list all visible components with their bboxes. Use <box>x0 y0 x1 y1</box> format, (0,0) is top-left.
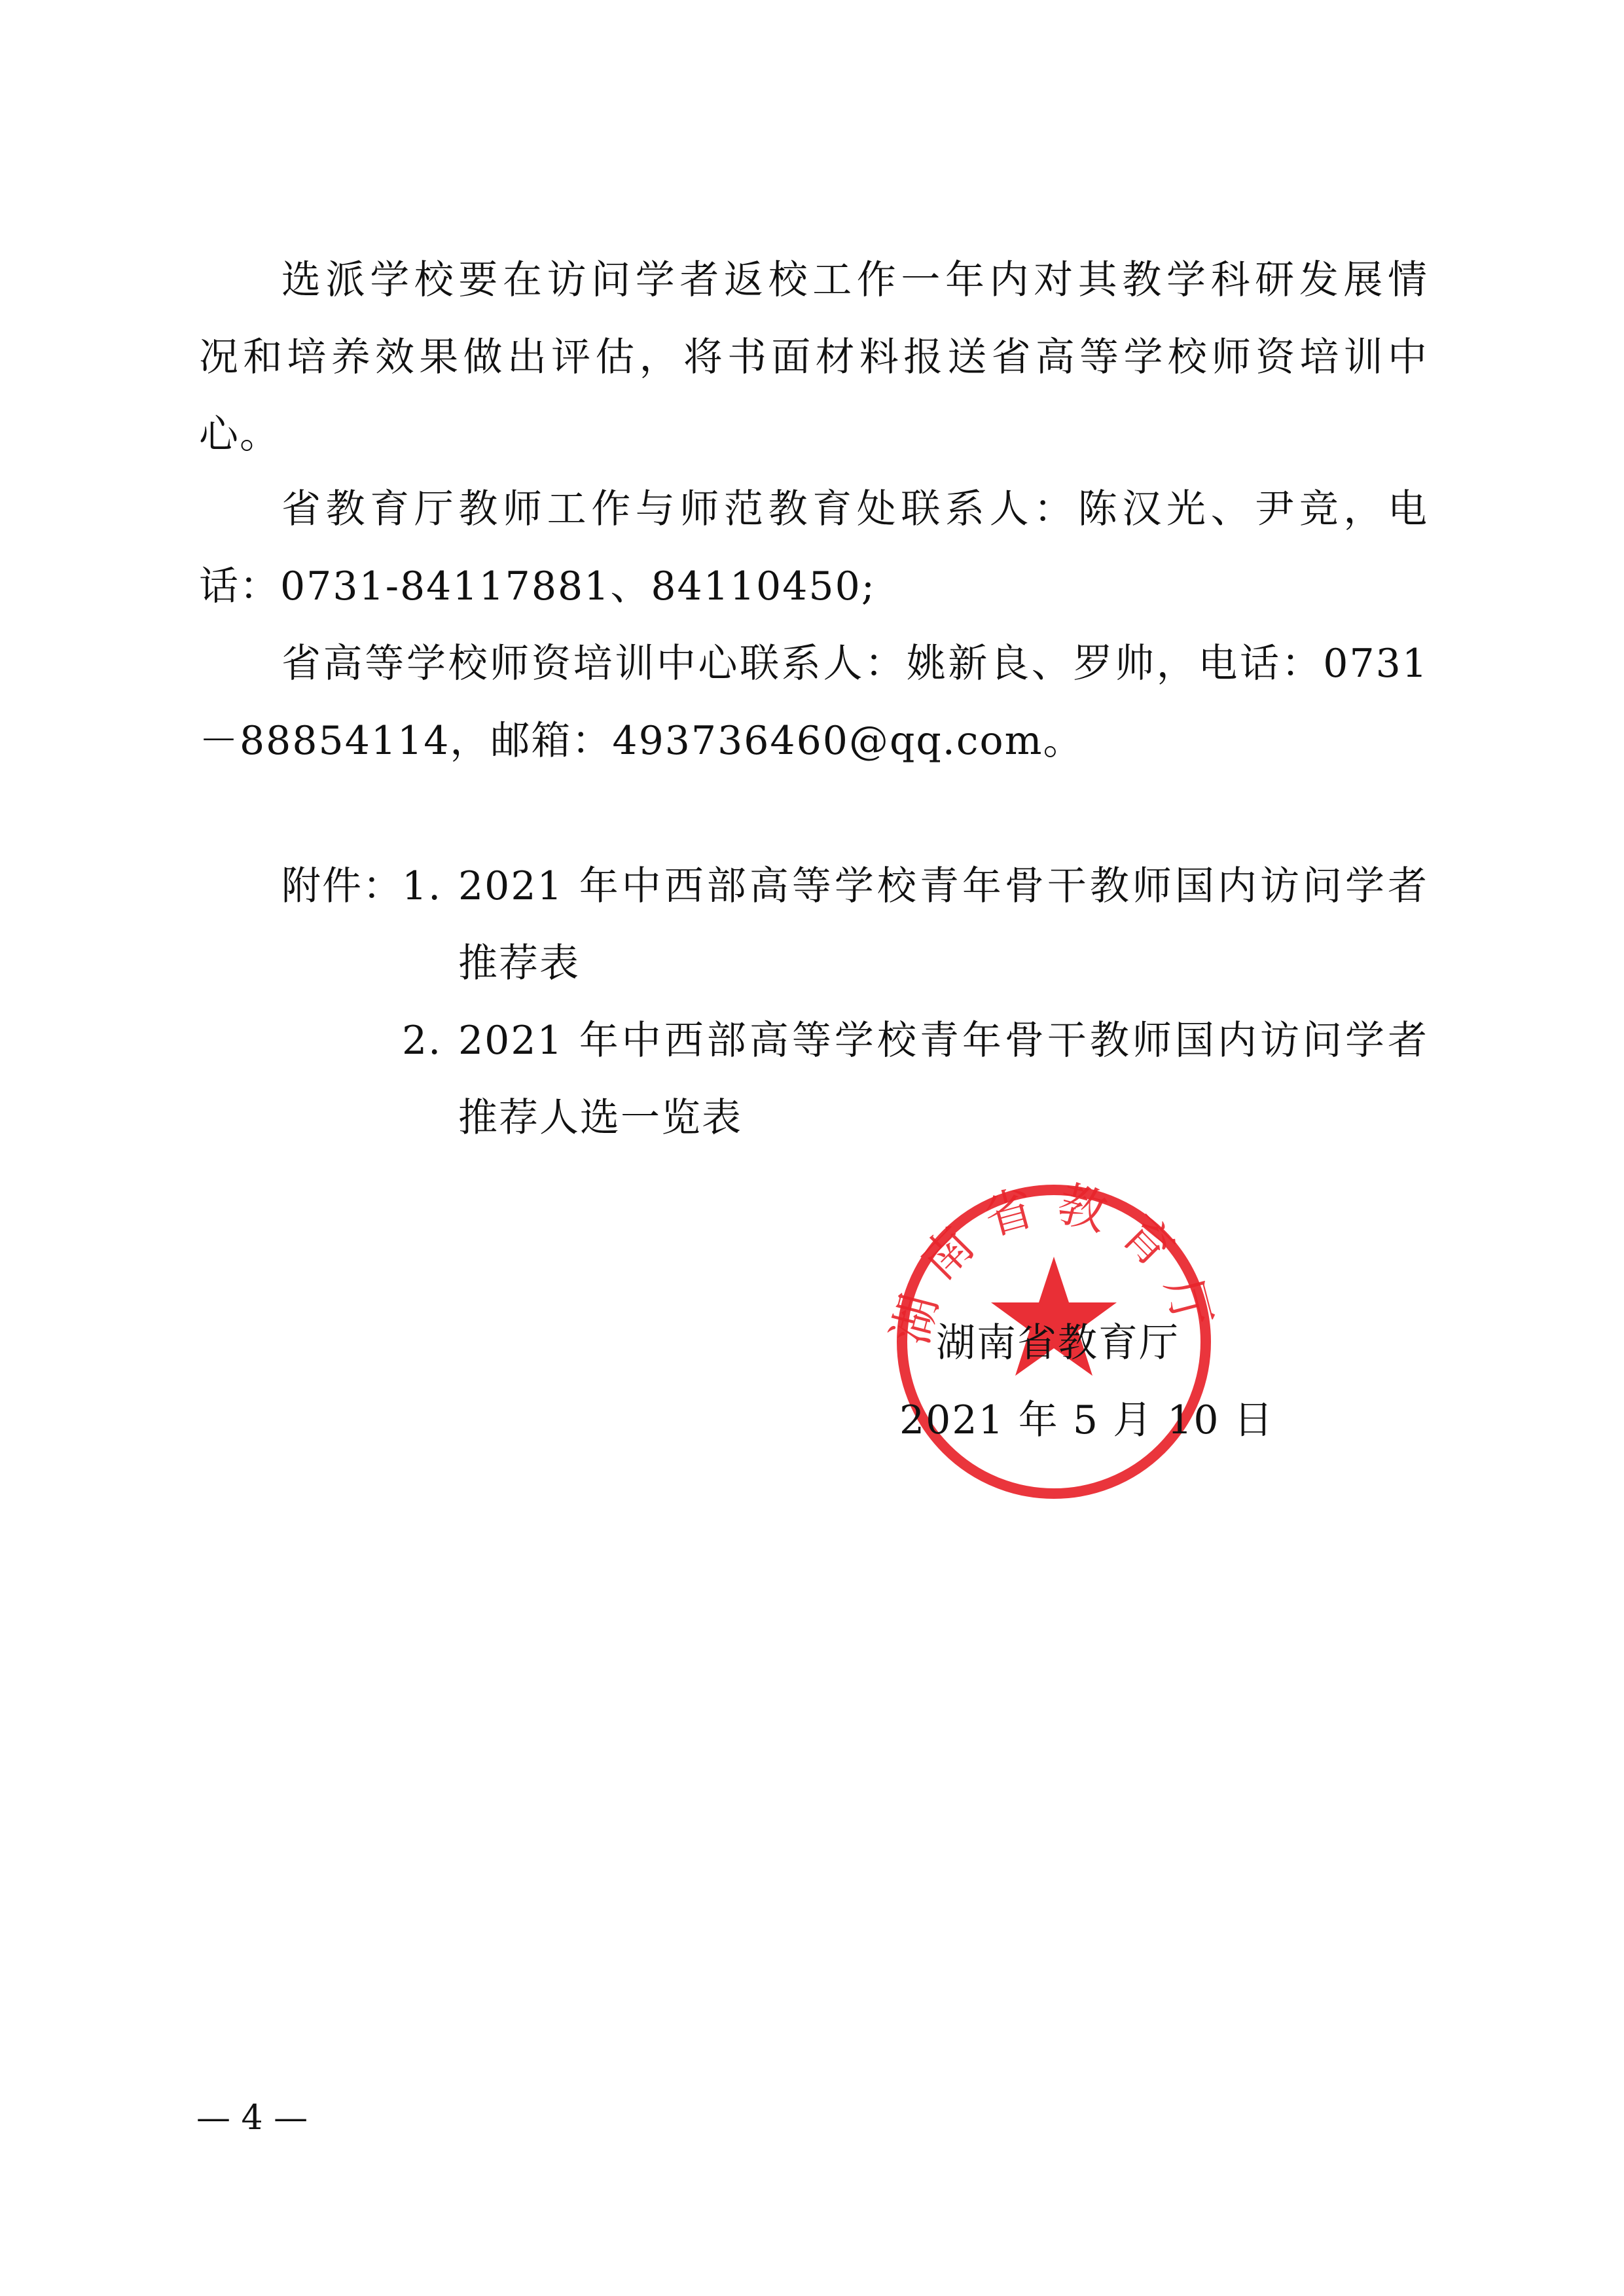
attachment-2-number: 2. <box>402 1018 442 1064</box>
seal-text: 湖南省教育厅 <box>882 1175 1226 1350</box>
issue-date: 2021 年 5 月 10 日 <box>899 1397 1274 1443</box>
paragraph-1-line-2: 况和培养效果做出评估，将书面材料报送省高等学校师资培训中 <box>199 334 1428 380</box>
attachment-2-title-line-1: 2021 年中西部高等学校青年骨干教师国内访问学者 <box>458 1018 1428 1064</box>
issuing-organization: 湖南省教育厅 <box>936 1320 1180 1366</box>
attachments-label: 附件： <box>281 863 403 909</box>
attachment-2-title-line-2: 推荐人选一览表 <box>458 1095 742 1141</box>
paragraph-1-line-1: 选派学校要在访问学者返校工作一年内对其教学科研发展情 <box>281 257 1428 303</box>
page-number: — 4 — <box>196 2098 308 2138</box>
attachment-1-title-line-2: 推荐表 <box>458 941 580 986</box>
paragraph-2-line-1: 省教育厅教师工作与师范教育处联系人：陈汉光、尹竞，电 <box>281 486 1428 532</box>
paragraph-1-line-3: 心。 <box>199 412 280 457</box>
attachment-1-title-line-1: 2021 年中西部高等学校青年骨干教师国内访问学者 <box>458 863 1428 909</box>
attachment-1-number: 1. <box>402 863 442 909</box>
paragraph-2-line-2: 话：0731-84117881、84110450; <box>199 564 876 609</box>
paragraph-3-line-2: －88854114，邮箱：493736460@qq.com。 <box>199 718 1084 764</box>
paragraph-3-line-1: 省高等学校师资培训中心联系人：姚新良、罗帅，电话：0731 <box>281 641 1428 687</box>
